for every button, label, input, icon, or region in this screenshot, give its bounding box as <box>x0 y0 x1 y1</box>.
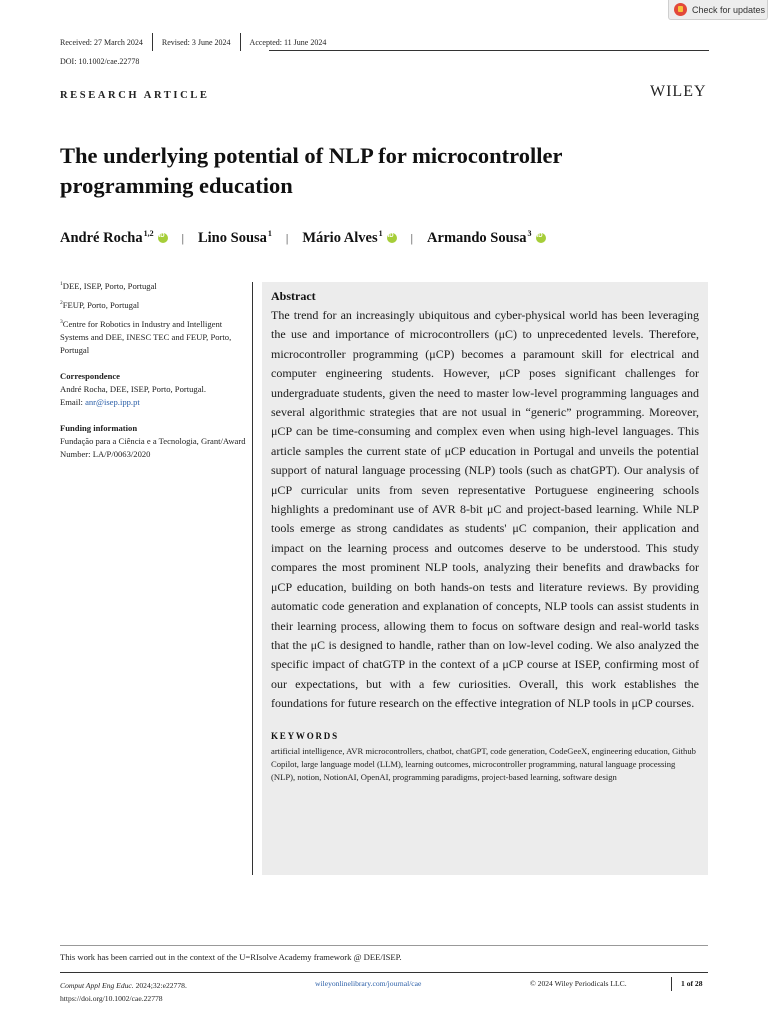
author-separator: | <box>410 230 414 245</box>
author[interactable] <box>198 230 272 247</box>
correspondence-line: André Rocha, DEE, ISEP, Porto, Portugal. <box>60 383 207 394</box>
affiliation <box>60 278 250 293</box>
doi-url[interactable]: https://doi.org/10.1002/cae.22778 <box>60 994 163 1003</box>
orcid-icon[interactable] <box>387 233 397 243</box>
abstract-text: The trend for an increasingly ubiquitous and cyber-physical world has been leveraging the use and importance of microcontrollers (μC) to unprecedented levels. Therefore, microcontroller programming (μCP) becomes a paramount skill for electrical and computer engineering students. However, μCP poses significant challenges for undergraduate students, given the need to master low-level programming languages and several algorithmic strategies that are not usual in “generic” programming. Moreover, μCP can be time-consuming and complex even when using high-level languages. This article samples the current state of μCP education in Portugal and unveils the potential support of natural language processing (NLP) tools (such as chatGPT). Our analysis of μCP curricular units from seven representative Portuguese engineering schools highlights a predominant use of AVR 8-bit μC and project-based learning. While NLP tools emerge as strong candidates as students' μC companion, their application and impact on the learning process and outcomes deserve to be understood. This study compares the most prominent NLP tools, analyzing their benefits and drawbacks for μCP education, building on both hands-on tests and literature reviews. By providing automatic code generation and explanation of concepts, NLP tools can assist students in their learning process, allowing them to focus on software design and real-world tasks that the μC is designed to handle, rather than on low-level coding. We also analyzed the specific impact of chatGTP in the context of a μCP course at ISEP, confirming most of our expectations, but with a few curiosities. Overall, this work establishes the foundations for future research on the effective integration of NLP tools in μCP courses. <box>271 308 699 711</box>
journal-citation <box>60 979 187 1005</box>
check-for-updates-label: Check for updates <box>692 4 766 15</box>
footer-rule <box>60 972 708 973</box>
journal-volume: 2024;32:e22778. <box>133 981 187 990</box>
affiliation-marker: 1,2 <box>143 228 154 238</box>
author-name[interactable]: Armando Sousa <box>427 229 527 246</box>
affiliation-text: DEE, ISEP, Porto, Portugal <box>62 280 157 291</box>
doi: DOI: 10.1002/cae.22778 <box>60 57 140 66</box>
journal-name: Comput Appl Eng Educ. <box>60 981 134 990</box>
article-type: RESEARCH ARTICLE <box>60 90 210 101</box>
funding-block <box>60 422 250 461</box>
affiliation-number: 2 <box>60 299 63 306</box>
author-list <box>60 228 546 248</box>
funding-text: Fundação para a Ciência e a Tecnologia, Grant/Award Number: LA/P/0063/2020 <box>60 435 246 459</box>
author-name[interactable]: Mário Alves <box>302 229 378 246</box>
affiliation-text: Centre for Robotics in Industry and Intelligent Systems and DEE, INESC TEC and FEUP, Porto, Portugal <box>60 318 232 355</box>
correspondence-heading: Correspondence <box>60 370 120 381</box>
orcid-icon[interactable] <box>158 233 168 243</box>
affiliation-marker: 1 <box>267 228 272 238</box>
keywords-heading: KEYWORDS <box>271 730 339 741</box>
email-label: Email: <box>60 396 86 407</box>
footnote: This work has been carried out in the context of the U=RIsolve Academy framework @ DEE/ISEP. <box>60 952 402 962</box>
divider <box>152 33 153 51</box>
correspondence-block <box>60 370 250 409</box>
title-line-1: The underlying potential of NLP for microcontroller <box>60 143 563 168</box>
email-link[interactable]: anr@isep.ipp.pt <box>85 396 140 407</box>
crossmark-icon <box>674 3 687 16</box>
keywords-text: artificial intelligence, AVR microcontrollers, chatbot, chatGPT, code generation, CodeGeeX, engineering education, Github Copilot, large language model (LLM), learning outcomes, microcontroller programming, natural language processing (NLP), notion, NotionAI, OpenAI, programming paradigms, project-based learning, software design <box>271 745 696 783</box>
author[interactable] <box>427 230 546 247</box>
author-name[interactable]: Lino Sousa <box>197 229 267 246</box>
affiliation-text: FEUP, Porto, Portugal <box>62 299 140 310</box>
author[interactable] <box>302 230 396 247</box>
author-separator: | <box>285 230 289 245</box>
history-dates <box>60 33 326 51</box>
journal-web-link[interactable]: wileyonlinelibrary.com/journal/cae <box>315 979 422 988</box>
check-for-updates-button[interactable] <box>668 0 768 20</box>
author[interactable] <box>60 230 168 247</box>
journal-line <box>60 979 187 992</box>
copyright: © 2024 Wiley Periodicals LLC. <box>530 979 627 988</box>
abstract-box <box>262 282 708 875</box>
abstract-heading: Abstract <box>271 289 316 303</box>
received-date: Received: 27 March 2024 <box>60 37 143 47</box>
revised-date: Revised: 3 June 2024 <box>161 37 231 47</box>
funding-heading: Funding information <box>60 422 138 433</box>
author-name[interactable]: André Rocha <box>60 229 143 246</box>
page-number: 1 of 28 <box>681 979 703 988</box>
accepted-date: Accepted: 11 June 2024 <box>249 37 327 47</box>
affiliation <box>60 297 250 312</box>
header-rule <box>269 50 709 51</box>
divider <box>671 977 672 991</box>
affiliation-marker: 1 <box>378 228 383 238</box>
footnote-rule <box>60 945 708 946</box>
affiliation-marker: 3 <box>527 228 532 238</box>
title-line-2: programming education <box>60 173 293 198</box>
correspondence-email <box>60 396 250 409</box>
affiliation-number: 1 <box>60 281 63 287</box>
paper-title <box>60 141 720 201</box>
author-separator: | <box>181 230 184 245</box>
side-column <box>60 278 250 461</box>
publisher-logo: WILEY <box>650 83 707 100</box>
divider <box>240 33 241 51</box>
affiliation-number: 3 <box>60 318 63 325</box>
affiliation <box>60 316 250 357</box>
orcid-icon[interactable] <box>536 233 546 243</box>
column-divider <box>252 282 253 875</box>
